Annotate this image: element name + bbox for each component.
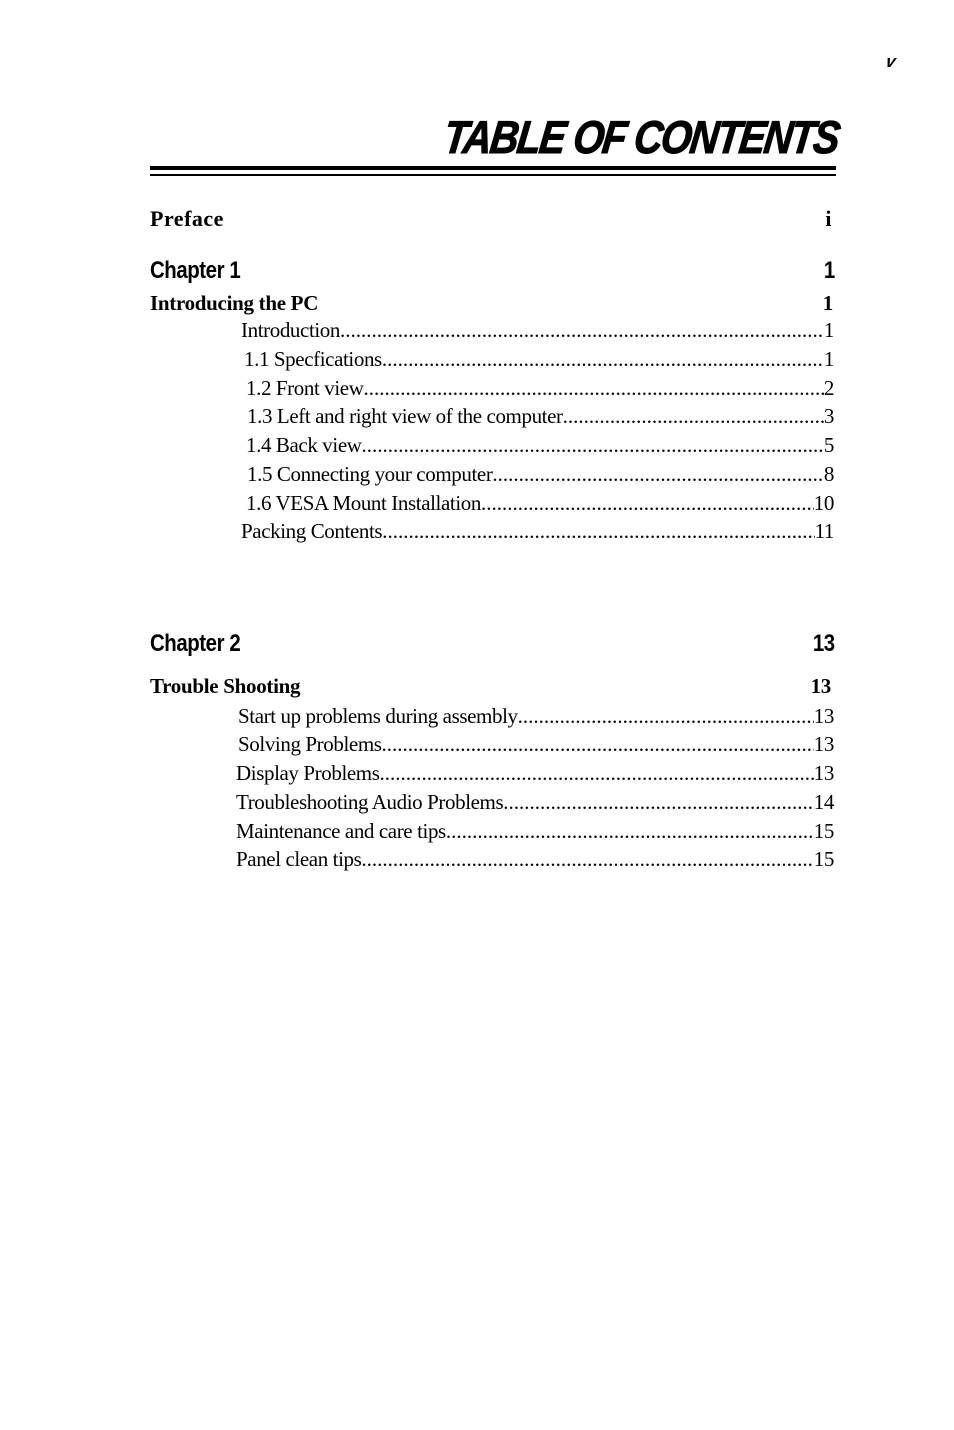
title-rule-thick	[150, 166, 836, 170]
section-label: Trouble Shooting	[150, 674, 301, 698]
toc-entry-solving-problems[interactable]	[238, 732, 834, 757]
chapter-2-section[interactable]	[150, 674, 831, 699]
entry-label: Troubleshooting Audio Problems	[236, 790, 504, 814]
section-label: Introducing the PC	[150, 291, 319, 315]
entry-label: 1.5 Connecting your computer	[247, 462, 493, 486]
dot-leader	[380, 761, 814, 786]
dot-leader	[382, 347, 824, 372]
toc-entry-front-view[interactable]	[246, 376, 834, 401]
toc-entry-vesa-mount[interactable]	[246, 491, 834, 516]
chapter-page: 1	[824, 257, 835, 284]
dot-leader	[518, 704, 814, 729]
entry-page: 1	[823, 347, 834, 371]
dot-leader	[481, 491, 814, 516]
entry-page: 14	[813, 790, 834, 814]
toc-preface[interactable]	[150, 206, 832, 232]
chapter-1-heading[interactable]	[150, 257, 835, 285]
toc-entry-audio-problems[interactable]	[236, 790, 834, 815]
dot-leader	[362, 433, 824, 458]
preface-label: Preface	[150, 206, 224, 231]
entry-page: 1	[823, 318, 834, 342]
entry-label: Maintenance and care tips	[236, 819, 446, 843]
entry-label: 1.6 VESA Mount Installation	[246, 491, 481, 515]
toc-entry-back-view[interactable]	[246, 433, 834, 458]
dot-leader	[446, 819, 814, 844]
entry-page: 15	[813, 847, 834, 871]
entry-page: 15	[813, 819, 834, 843]
toc-entry-left-right-view[interactable]	[247, 404, 834, 429]
dot-leader	[340, 318, 824, 343]
dot-leader	[563, 404, 824, 429]
entry-label: Solving Problems	[238, 732, 382, 756]
entry-page: 10	[813, 491, 834, 515]
toc-entry-startup-problems[interactable]	[238, 704, 834, 729]
chapter-1-section[interactable]	[150, 291, 833, 316]
entry-page: 8	[823, 462, 834, 486]
toc-entry-maintenance-tips[interactable]	[236, 819, 834, 844]
dot-leader	[382, 732, 814, 757]
page-number: v	[884, 52, 898, 71]
page-title: TABLE OF CONTENTS	[440, 111, 842, 163]
chapter-2-heading[interactable]	[150, 630, 835, 658]
section-page: 1	[822, 291, 833, 315]
toc-entry-specifications[interactable]	[244, 347, 834, 372]
chapter-label: Chapter 2	[150, 630, 241, 657]
entry-label: 1.2 Front view	[246, 376, 364, 400]
entry-page: 11	[814, 519, 834, 543]
entry-label: 1.3 Left and right view of the computer	[247, 404, 563, 428]
dot-leader	[361, 847, 813, 872]
toc-entry-display-problems[interactable]	[236, 761, 834, 786]
entry-label: Panel clean tips	[236, 847, 362, 871]
entry-page: 5	[823, 433, 834, 457]
dot-leader	[363, 376, 823, 401]
entry-page: 13	[813, 732, 834, 756]
toc-entry-introduction[interactable]	[241, 318, 834, 343]
section-page: 13	[810, 674, 831, 698]
dot-leader	[492, 462, 823, 487]
dot-leader	[503, 790, 814, 815]
entry-label: Introduction	[241, 318, 341, 342]
entry-page: 13	[813, 704, 834, 728]
entry-label: 1.1 Specfications	[244, 347, 382, 371]
toc-entry-packing-contents[interactable]	[241, 519, 834, 544]
entry-page: 13	[813, 761, 834, 785]
entry-label: Packing Contents	[241, 519, 383, 543]
entry-page: 3	[823, 404, 834, 428]
dot-leader	[382, 519, 814, 544]
chapter-page: 13	[813, 630, 835, 657]
entry-label: Display Problems	[236, 761, 380, 785]
toc-entry-panel-clean-tips[interactable]	[236, 847, 834, 872]
preface-page: i	[825, 206, 832, 231]
toc-entry-connecting[interactable]	[247, 462, 834, 487]
entry-label: Start up problems during assembly	[238, 704, 518, 728]
entry-page: 2	[823, 376, 834, 400]
entry-label: 1.4 Back view	[246, 433, 362, 457]
chapter-label: Chapter 1	[150, 257, 241, 284]
title-rule-thin	[150, 174, 836, 176]
